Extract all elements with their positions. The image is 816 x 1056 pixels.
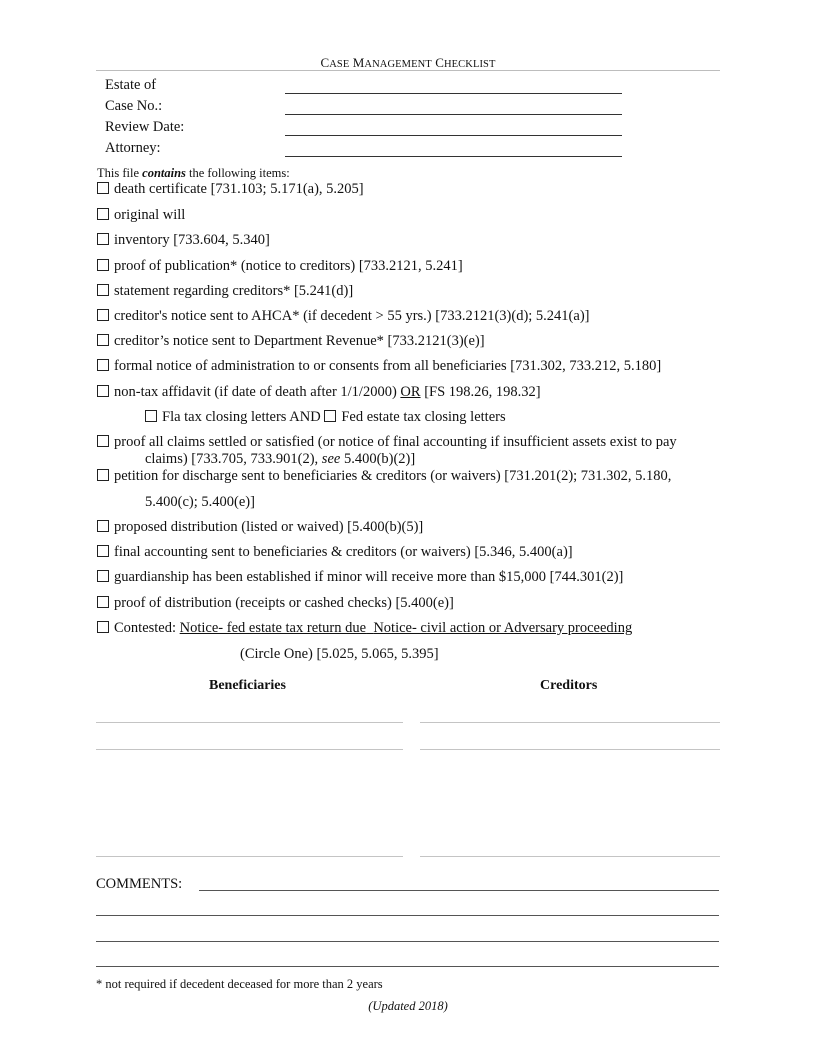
attorney-field[interactable] [285,156,622,157]
title-rest-1: ASE [329,59,350,70]
item-label: proposed distribution (listed or waived) [5.400(b)(5)] [114,519,424,535]
checkbox-icon[interactable] [97,359,109,371]
fed-tax-letters-label: Fed estate tax closing letters [341,409,506,425]
creditor-line-1[interactable] [420,722,720,723]
comments-label: COMMENTS: [96,876,183,892]
item-label: petition for discharge sent to beneficiaries & creditors (or waivers) [731.201(2); 731.302, 5.180, [114,468,672,484]
title-divider [96,70,720,71]
item-label: original will [114,207,186,223]
claims-settled-continuation [145,451,415,468]
title-cap-1: C [320,55,330,70]
attorney-label: Attorney: [105,140,161,156]
checkbox-icon[interactable] [97,596,109,608]
case-no-label: Case No.: [105,98,163,114]
and-connector: AND [289,409,321,425]
updated-note: (Updated 2018) [368,999,448,1013]
beneficiary-line-2[interactable] [96,749,403,750]
contested-circle-one: (Circle One) [5.025, 5.065, 5.395] [240,646,439,662]
checklist-item-original-will [97,207,185,224]
estate-of-field[interactable] [285,93,622,94]
checklist-item-ahca-notice [97,308,589,325]
contested-label: Contested: [114,620,180,636]
contested-option-civil-action[interactable]: Notice- civil action or Adversary proceeding [373,620,633,636]
option-text: Notice- fed estate tax return due [179,620,367,636]
checkbox-icon[interactable] [97,284,109,296]
checkbox-icon[interactable] [97,334,109,346]
checkbox-icon[interactable] [97,570,109,582]
tax-closing-letters-options [145,409,506,426]
checklist-item-statement-creditors [97,283,353,300]
checkbox-icon[interactable] [97,259,109,271]
checkbox-icon[interactable] [97,469,109,481]
checklist-item-proof-of-publication [97,258,463,275]
checklist-item-proof-distribution [97,595,454,612]
checkbox-icon[interactable] [97,385,109,397]
checkbox-icon[interactable] [145,410,157,422]
creditor-line-2[interactable] [420,749,720,750]
checkbox-icon[interactable] [324,410,336,422]
checkbox-icon[interactable] [97,545,109,557]
checkbox-icon[interactable] [97,435,109,447]
checkbox-icon[interactable] [97,233,109,245]
checkbox-icon[interactable] [97,182,109,194]
intro-before: This file [97,166,143,180]
footnote: * not required if decedent deceased for more than 2 years [96,977,383,991]
intro-emphasis: contains [142,166,186,180]
title-cap-3: C [435,55,444,70]
contested-option-fed-estate[interactable] [180,620,633,636]
item-label: creditor's notice sent to AHCA* (if decedent > 55 yrs.) [733.2121(3)(d); 5.241(a)] [114,308,590,324]
item-label: creditor’s notice sent to Department Revenue* [733.2121(3)(e)] [114,333,485,349]
item-label: non-tax affidavit (if date of death after 1/1/2000) [114,384,401,400]
creditors-heading: Creditors [540,678,598,693]
title-rest-2: ANAGEMENT [364,59,432,70]
checkbox-icon[interactable] [97,309,109,321]
checklist-item-contested [97,620,632,637]
fla-tax-letters-label: Fla tax closing letters [162,409,287,425]
comments-line-3[interactable] [96,941,719,942]
item-citation: 5.400(b)(2)] [340,451,416,467]
title-cap-2: M [352,55,365,70]
estate-of-label: Estate of [105,77,157,93]
review-date-field[interactable] [285,135,622,136]
item-label: proof of distribution (receipts or cashed checks) [5.400(e)] [114,595,454,611]
item-label: guardianship has been established if minor will receive more than $15,000 [744.301(2)] [114,569,624,585]
checkbox-icon[interactable] [97,520,109,532]
item-citation: [FS 198.26, 198.32] [420,384,541,400]
checklist-item-proposed-distribution [97,519,423,536]
intro-text [97,166,290,181]
page-title [0,55,816,71]
checklist-item-petition-discharge [97,468,671,485]
item-label: proof of publication* (notice to creditors) [733.2121, 5.241] [114,258,463,274]
comments-line-1[interactable] [199,890,719,891]
checkbox-icon[interactable] [97,208,109,220]
see-italic: see [321,451,341,467]
checklist-item-guardianship [97,569,623,586]
item-label: statement regarding creditors* [5.241(d)] [114,283,354,299]
case-no-field[interactable] [285,114,622,115]
checkbox-icon[interactable] [97,621,109,633]
intro-after: the following items: [185,166,290,180]
or-connector: OR [400,384,421,400]
title-rest-3: HECKLIST [443,59,496,70]
beneficiary-line-1[interactable] [96,722,403,723]
item-label: death certificate [731.103; 5.171(a), 5.205] [114,181,364,197]
beneficiary-line-3[interactable] [96,856,403,857]
item-label: inventory [733.604, 5.340] [114,232,270,248]
checklist-item-inventory [97,232,270,249]
checklist-item-final-accounting [97,544,573,561]
checklist-item-revenue-notice [97,333,485,350]
checklist-item-death-certificate [97,181,364,198]
item-label: formal notice of administration to or consents from all beneficiaries [731.302, 733.212, 5.180] [114,358,662,374]
checklist-item-claims-settled [97,434,677,451]
item-label-cont: claims) [733.705, 733.901(2), [145,451,322,467]
comments-line-4[interactable] [96,966,719,967]
item-label: final accounting sent to beneficiaries & creditors (or waivers) [5.346, 5.400(a)] [114,544,573,560]
checklist-item-non-tax-affidavit [97,384,541,401]
creditor-line-3[interactable] [420,856,720,857]
item-label: proof all claims settled or satisfied (or notice of final accounting if insufficient assets exist to pay [114,434,677,450]
comments-line-2[interactable] [96,915,719,916]
beneficiaries-heading: Beneficiaries [209,678,286,693]
petition-discharge-continuation: 5.400(c); 5.400(e)] [145,494,255,510]
checklist-item-formal-notice [97,358,661,375]
review-date-label: Review Date: [105,119,185,135]
